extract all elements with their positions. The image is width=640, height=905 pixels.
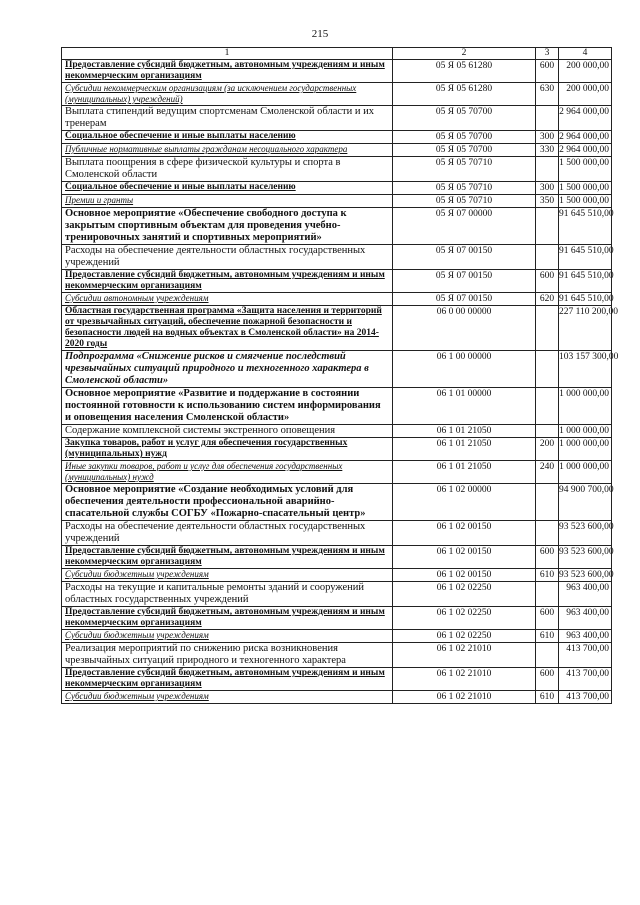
- row-vr: [536, 351, 559, 388]
- table-row: [62, 668, 612, 691]
- row-amount: 2 964 000,00: [559, 106, 612, 131]
- row-vr: [536, 106, 559, 131]
- table-row: [62, 182, 612, 195]
- table-header-row: [62, 48, 612, 60]
- row-name: Предоставление субсидий бюджетным, автономным учреждениям и иным некоммерческим организациям: [62, 546, 393, 569]
- row-vr: 300: [536, 131, 559, 144]
- row-code: 06 1 02 00000: [393, 484, 536, 521]
- table-row: [62, 83, 612, 106]
- row-amount: 963 400,00: [559, 630, 612, 643]
- row-code: 05 Я 05 70700: [393, 131, 536, 144]
- table-row: [62, 388, 612, 425]
- row-amount: 91 645 510,00: [559, 294, 614, 304]
- table-row: [62, 245, 612, 270]
- row-name: Премии и гранты: [62, 195, 393, 208]
- table-row: [62, 157, 612, 182]
- header-col-code: 2: [393, 48, 536, 60]
- row-name: Закупка товаров, работ и услуг для обеспечения государственных (муниципальных) нужд: [62, 438, 393, 461]
- row-vr: [536, 484, 559, 521]
- table-row: [62, 569, 612, 582]
- row-vr: [536, 521, 559, 546]
- row-code: 06 1 02 00150: [393, 569, 536, 582]
- row-name: Расходы на обеспечение деятельности областных государственных учреждений: [62, 521, 393, 546]
- row-code: 06 1 02 21010: [393, 691, 536, 704]
- row-name: Субсидии некоммерческим организациям (за исключением государственных (муниципальных) учреждений): [62, 83, 393, 106]
- row-vr: 610: [536, 569, 559, 582]
- table-row: [62, 484, 612, 521]
- row-code: 06 1 01 21050: [393, 425, 536, 438]
- table-row: [62, 195, 612, 208]
- table-row: [62, 582, 612, 607]
- page-number: 215: [311, 28, 329, 40]
- row-vr: [536, 388, 559, 425]
- row-amount: 91 645 510,00: [559, 270, 612, 293]
- row-amount: 1 000 000,00: [559, 388, 612, 425]
- table-row: [62, 60, 612, 83]
- table-row: [62, 691, 612, 704]
- row-name: Подпрограмма «Снижение рисков и смягчение последствий чрезвычайных ситуаций природного и техногенного характера в Смоленской области»: [62, 351, 393, 388]
- row-name: Субсидии бюджетным учреждениям: [62, 569, 393, 582]
- table-row: [62, 351, 612, 388]
- row-code: 05 Я 05 61280: [393, 83, 536, 106]
- table-row: [62, 293, 612, 306]
- row-name: Основное мероприятие «Развитие и поддержание в состоянии постоянной готовности к использованию систем информирования и оповещения населения Смоленской области»: [62, 388, 393, 425]
- table-row: [62, 521, 612, 546]
- row-vr: [536, 425, 559, 438]
- table-row: [62, 270, 612, 293]
- row-code: 05 Я 05 70710: [393, 182, 536, 195]
- header-col-vr: 3: [536, 48, 559, 60]
- row-code: 05 Я 07 00150: [393, 270, 536, 293]
- row-name: Расходы на текущие и капитальные ремонты зданий и сооружений областных государственных учреждений: [62, 582, 393, 607]
- row-vr: [536, 157, 559, 182]
- row-name: Реализация мероприятий по снижению риска возникновения чрезвычайных ситуаций природного и техногенного характера: [62, 643, 393, 668]
- row-code: 05 Я 05 70700: [393, 144, 536, 157]
- row-vr: 330: [536, 144, 559, 157]
- row-vr: 630: [536, 83, 559, 106]
- table-row: [62, 106, 612, 131]
- row-amount: 413 700,00: [559, 643, 612, 668]
- row-amount: 93 523 600,00: [559, 521, 612, 546]
- row-vr: [536, 245, 559, 270]
- row-vr: [536, 306, 559, 351]
- row-amount: 963 400,00: [559, 582, 612, 607]
- row-name: Содержание комплексной системы экстренного оповещения: [62, 425, 393, 438]
- row-code: 06 1 01 21050: [393, 461, 536, 484]
- table-row: [62, 306, 612, 351]
- row-name: Основное мероприятие «Создание необходимых условий для обеспечения деятельности профессиональной аварийно-спасательной службы СОГБУ «Пожарно-спасательный центр»: [62, 484, 393, 521]
- row-vr: 610: [536, 630, 559, 643]
- row-amount: 94 900 700,00: [559, 484, 612, 521]
- row-name: Субсидии бюджетным учреждениям: [62, 630, 393, 643]
- row-amount: 1 500 000,00: [559, 182, 612, 195]
- row-amount: 413 700,00: [559, 668, 612, 691]
- row-name: Предоставление субсидий бюджетным, автономным учреждениям и иным некоммерческим организациям: [62, 607, 393, 630]
- row-amount: 2 964 000,00: [559, 131, 612, 144]
- row-vr: 620: [536, 293, 559, 306]
- row-name: Социальное обеспечение и иные выплаты населению: [62, 131, 393, 144]
- header-col-amount: 4: [559, 48, 612, 60]
- table-row: [62, 425, 612, 438]
- row-amount: 93 523 600,00: [559, 570, 614, 580]
- row-code: 05 Я 05 70710: [393, 195, 536, 208]
- row-name: Предоставление субсидий бюджетным, автономным учреждениям и иным некоммерческим организациям: [62, 60, 393, 83]
- row-vr: 300: [536, 182, 559, 195]
- table-row: [62, 461, 612, 484]
- table-row: [62, 438, 612, 461]
- row-code: 06 1 02 00150: [393, 546, 536, 569]
- table-row: [62, 144, 612, 157]
- row-code: 06 1 00 00000: [393, 351, 536, 388]
- row-code: 05 Я 07 00000: [393, 208, 536, 245]
- table-row: [62, 208, 612, 245]
- row-name: Предоставление субсидий бюджетным, автономным учреждениям и иным некоммерческим организациям: [62, 270, 393, 293]
- row-name: Расходы на обеспечение деятельности областных государственных учреждений: [62, 245, 393, 270]
- row-name: Основное мероприятие «Обеспечение свободного доступа к закрытым спортивным объектам для проведения учебно-тренировочных занятий и спортивных мероприятий»: [62, 208, 393, 245]
- row-code: 05 Я 05 61280: [393, 60, 536, 83]
- row-name: Предоставление субсидий бюджетным, автономным учреждениям и иным некоммерческим организациям: [62, 668, 393, 691]
- table-row: [62, 643, 612, 668]
- row-amount: 1 500 000,00: [559, 157, 612, 182]
- row-code: 05 Я 07 00150: [393, 245, 536, 270]
- row-vr: 610: [536, 691, 559, 704]
- row-amount: 1 000 000,00: [559, 425, 612, 438]
- row-amount: 200 000,00: [559, 60, 612, 83]
- row-amount: 1 500 000,00: [559, 195, 612, 208]
- table-row: [62, 546, 612, 569]
- row-code: 06 1 02 02250: [393, 630, 536, 643]
- row-name: Иные закупки товаров, работ и услуг для обеспечения государственных (муниципальных) нужд: [62, 461, 393, 484]
- row-vr: 600: [536, 546, 559, 569]
- row-name: Областная государственная программа «Защита населения и территорий от чрезвычайных ситуаций, обеспечение пожарной безопасности и безопасности людей на водных объектах в Смоленской области» на 2014-2020 годы: [62, 306, 393, 351]
- row-code: 06 1 02 02250: [393, 582, 536, 607]
- table-row: [62, 131, 612, 144]
- row-vr: 600: [536, 668, 559, 691]
- row-name: Субсидии бюджетным учреждениям: [62, 691, 393, 704]
- row-amount: 93 523 600,00: [559, 546, 612, 569]
- row-code: 06 1 02 00150: [393, 521, 536, 546]
- row-vr: 600: [536, 270, 559, 293]
- budget-table: [61, 47, 619, 704]
- row-vr: 600: [536, 60, 559, 83]
- row-code: 06 0 00 00000: [393, 306, 536, 351]
- row-vr: 240: [536, 461, 559, 484]
- row-amount: 413 700,00: [559, 691, 612, 704]
- row-name: Выплата стипендий ведущим спортсменам Смоленской области и их тренерам: [62, 106, 393, 131]
- row-amount: 103 157 300,00: [559, 351, 612, 388]
- row-code: 05 Я 07 00150: [393, 293, 536, 306]
- row-code: 06 1 02 21010: [393, 643, 536, 668]
- table-row: [62, 630, 612, 643]
- row-amount: 91 645 510,00: [559, 245, 612, 270]
- row-code: 05 Я 05 70710: [393, 157, 536, 182]
- row-amount: 1 000 000,00: [559, 438, 612, 461]
- row-code: 05 Я 05 70700: [393, 106, 536, 131]
- row-vr: [536, 582, 559, 607]
- table-row: [62, 607, 612, 630]
- row-amount: 1 000 000,00: [559, 461, 612, 484]
- row-vr: [536, 643, 559, 668]
- row-amount: 2 964 000,00: [559, 144, 612, 157]
- row-vr: 200: [536, 438, 559, 461]
- row-amount: 227 110 200,00: [559, 306, 612, 351]
- row-amount: 963 400,00: [559, 607, 612, 630]
- row-name: Выплата поощрения в сфере физической культуры и спорта в Смоленской области: [62, 157, 393, 182]
- row-amount: 91 645 510,00: [559, 208, 612, 245]
- header-col-name: 1: [62, 48, 393, 60]
- row-vr: 600: [536, 607, 559, 630]
- table-body: [62, 60, 619, 704]
- row-code: 06 1 02 02250: [393, 607, 536, 630]
- row-vr: 350: [536, 195, 559, 208]
- row-code: 06 1 01 00000: [393, 388, 536, 425]
- row-code: 06 1 02 21010: [393, 668, 536, 691]
- row-name: Субсидии автономным учреждениям: [62, 293, 393, 306]
- row-name: Социальное обеспечение и иные выплаты населению: [62, 182, 393, 195]
- row-amount: 200 000,00: [559, 83, 612, 106]
- row-code: 06 1 01 21050: [393, 438, 536, 461]
- row-name: Публичные нормативные выплаты гражданам несоциального характера: [62, 144, 393, 157]
- row-vr: [536, 208, 559, 245]
